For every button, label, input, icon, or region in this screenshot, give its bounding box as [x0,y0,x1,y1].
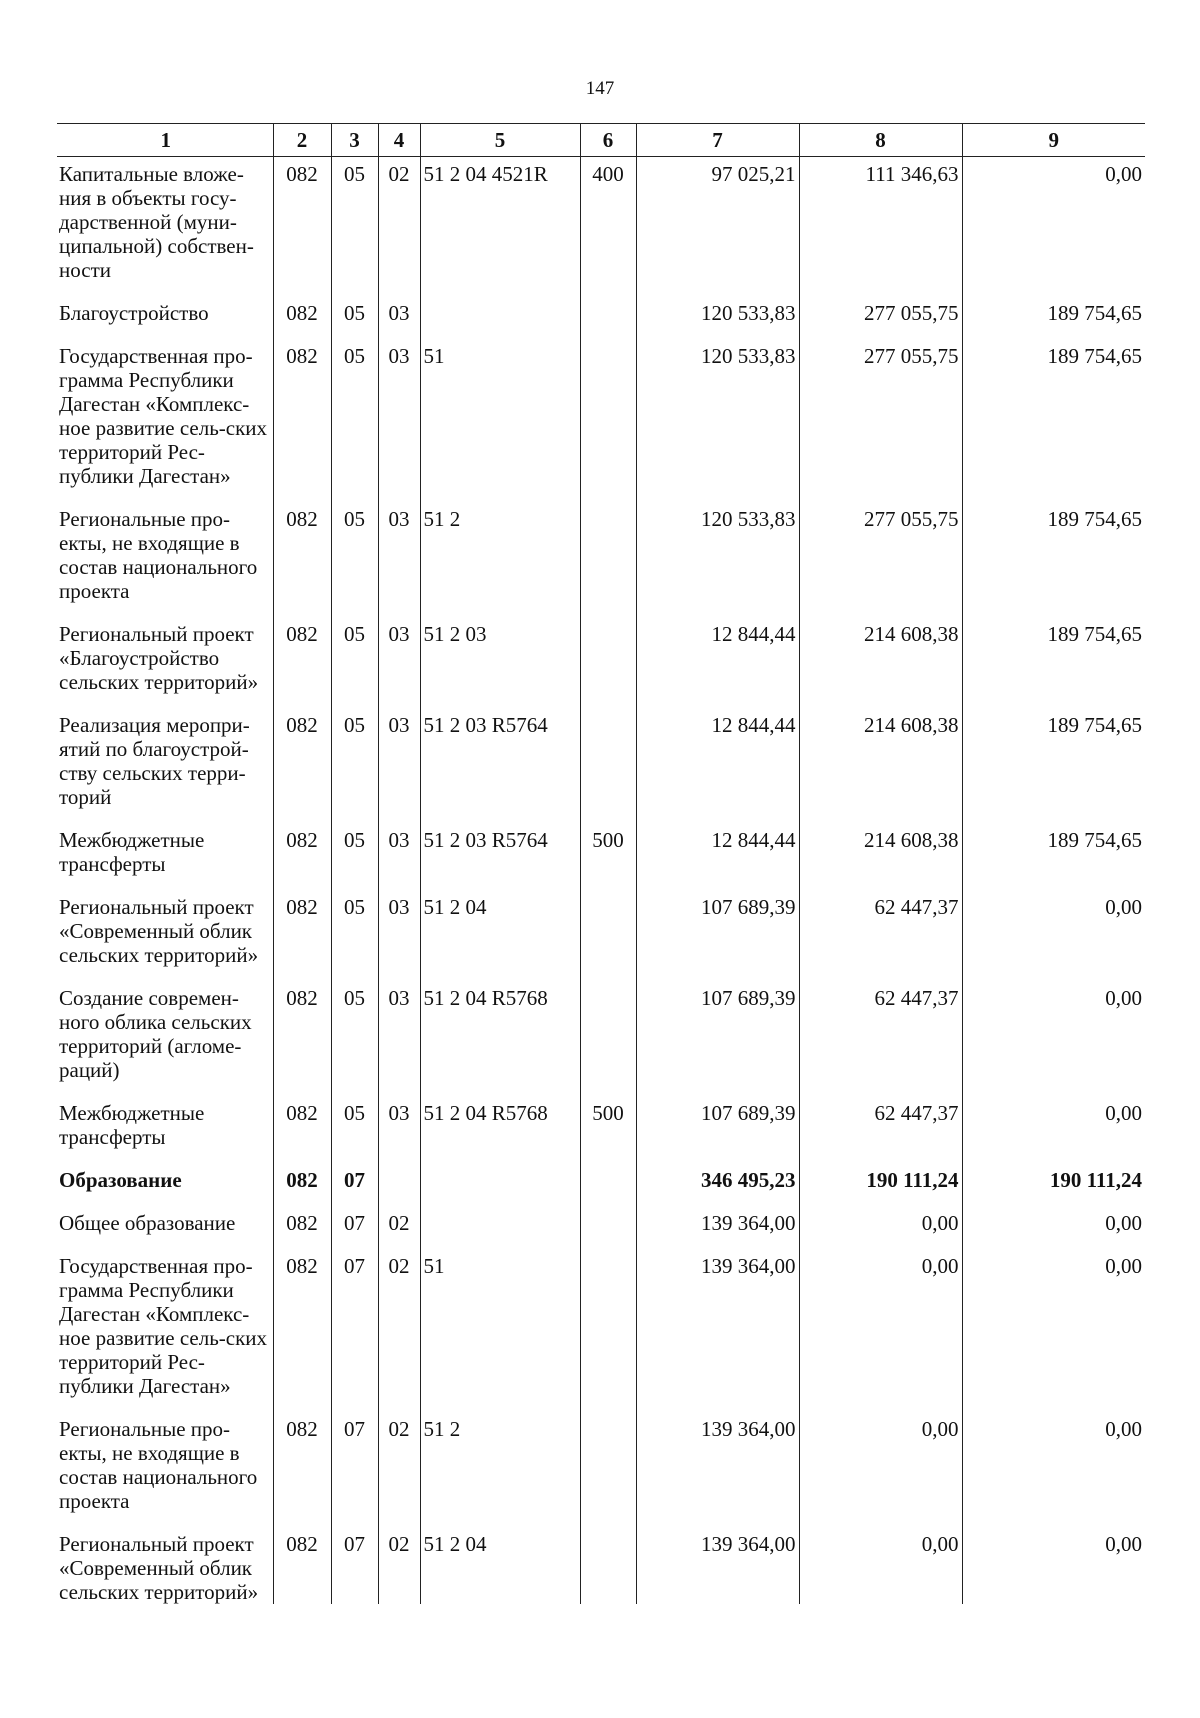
target-article-cell [420,1206,580,1249]
amount-col7-cell: 12 844,44 [636,617,799,708]
amount-col7-cell: 120 533,83 [636,339,799,502]
amount-col8-cell: 214 608,38 [799,823,962,890]
column-header: 5 [420,124,580,157]
amount-col9-cell: 0,00 [962,890,1145,981]
amount-col7-cell: 107 689,39 [636,981,799,1096]
ministry-code-cell: 082 [273,617,331,708]
section-code-cell: 05 [331,502,378,617]
amount-col8-cell: 214 608,38 [799,708,962,823]
ministry-code-cell: 082 [273,339,331,502]
section-code-cell: 05 [331,823,378,890]
target-article-cell [420,296,580,339]
item-name-cell: Благоустройство [57,296,273,339]
column-header: 3 [331,124,378,157]
table-row [57,339,1145,502]
subsection-code-cell: 03 [378,617,420,708]
amount-col7-cell: 107 689,39 [636,890,799,981]
amount-col9-cell: 0,00 [962,1249,1145,1412]
budget-table [57,123,1145,1604]
expense-type-cell: 500 [580,1096,636,1163]
table-body [57,157,1145,1605]
amount-col8-cell: 62 447,37 [799,1096,962,1163]
item-name-cell: Региональный проект «Благоустройство сельских территорий» [57,617,273,708]
target-article-cell: 51 2 [420,1412,580,1527]
amount-col8-cell: 62 447,37 [799,890,962,981]
section-code-cell: 05 [331,157,378,297]
amount-col9-cell: 189 754,65 [962,823,1145,890]
amount-col9-cell: 189 754,65 [962,296,1145,339]
amount-col7-cell: 120 533,83 [636,296,799,339]
amount-col8-cell: 214 608,38 [799,617,962,708]
table-row [57,502,1145,617]
column-header: 1 [57,124,273,157]
section-code-cell: 05 [331,617,378,708]
expense-type-cell [580,296,636,339]
table-row [57,296,1145,339]
ministry-code-cell: 082 [273,1206,331,1249]
table-row [57,890,1145,981]
expense-type-cell: 500 [580,823,636,890]
amount-col8-cell: 277 055,75 [799,296,962,339]
item-name-cell: Государственная про-грамма Республики Дагестан «Комплекс-ное развитие сель-ских территорий Рес-публики Дагестан» [57,1249,273,1412]
subsection-code-cell: 03 [378,708,420,823]
expense-type-cell [580,1412,636,1527]
table-row [57,1206,1145,1249]
section-code-cell: 07 [331,1163,378,1206]
ministry-code-cell: 082 [273,1527,331,1604]
expense-type-cell [580,1527,636,1604]
amount-col7-cell: 12 844,44 [636,708,799,823]
item-name-cell: Реализация меропри-ятий по благоустрой-ству сельских терри-торий [57,708,273,823]
table-row [57,1163,1145,1206]
page-number: 147 [585,78,615,99]
target-article-cell: 51 2 03 R5764 [420,823,580,890]
expense-type-cell [580,890,636,981]
section-code-cell: 05 [331,1096,378,1163]
table-row [57,1249,1145,1412]
amount-col8-cell: 277 055,75 [799,339,962,502]
section-code-cell: 07 [331,1206,378,1249]
target-article-cell: 51 2 [420,502,580,617]
amount-col7-cell: 12 844,44 [636,823,799,890]
item-name-cell: Региональные про-екты, не входящие в состав национального проекта [57,1412,273,1527]
target-article-cell: 51 2 04 R5768 [420,1096,580,1163]
subsection-code-cell: 03 [378,502,420,617]
item-name-cell: Межбюджетные трансферты [57,823,273,890]
subsection-code-cell: 03 [378,296,420,339]
amount-col8-cell: 62 447,37 [799,981,962,1096]
table-row [57,708,1145,823]
item-name-cell: Региональные про-екты, не входящие в состав национального проекта [57,502,273,617]
ministry-code-cell: 082 [273,296,331,339]
amount-col7-cell: 120 533,83 [636,502,799,617]
subsection-code-cell: 02 [378,1527,420,1604]
amount-col8-cell: 0,00 [799,1527,962,1604]
subsection-code-cell [378,1163,420,1206]
amount-col9-cell: 189 754,65 [962,339,1145,502]
expense-type-cell: 400 [580,157,636,297]
column-header: 4 [378,124,420,157]
item-name-cell: Межбюджетные трансферты [57,1096,273,1163]
amount-col9-cell: 0,00 [962,1527,1145,1604]
subsection-code-cell: 03 [378,981,420,1096]
amount-col8-cell: 0,00 [799,1412,962,1527]
expense-type-cell [580,708,636,823]
amount-col9-cell: 189 754,65 [962,617,1145,708]
subsection-code-cell: 02 [378,1249,420,1412]
section-code-cell: 07 [331,1527,378,1604]
table-row [57,1527,1145,1604]
subsection-code-cell: 03 [378,1096,420,1163]
target-article-cell: 51 2 04 4521R [420,157,580,297]
expense-type-cell [580,1249,636,1412]
expense-type-cell [580,1206,636,1249]
subsection-code-cell: 03 [378,823,420,890]
ministry-code-cell: 082 [273,502,331,617]
amount-col7-cell: 346 495,23 [636,1163,799,1206]
amount-col8-cell: 111 346,63 [799,157,962,297]
table-row [57,1412,1145,1527]
amount-col9-cell: 189 754,65 [962,502,1145,617]
amount-col9-cell: 0,00 [962,1096,1145,1163]
subsection-code-cell: 02 [378,1206,420,1249]
column-header: 9 [962,124,1145,157]
amount-col9-cell: 0,00 [962,981,1145,1096]
item-name-cell: Региональный проект «Современный облик сельских территорий» [57,890,273,981]
section-code-cell: 05 [331,339,378,502]
amount-col9-cell: 190 111,24 [962,1163,1145,1206]
ministry-code-cell: 082 [273,1163,331,1206]
section-code-cell: 05 [331,708,378,823]
ministry-code-cell: 082 [273,1412,331,1527]
table-row [57,157,1145,297]
column-header: 7 [636,124,799,157]
amount-col7-cell: 139 364,00 [636,1206,799,1249]
amount-col9-cell: 189 754,65 [962,708,1145,823]
ministry-code-cell: 082 [273,157,331,297]
amount-col8-cell: 0,00 [799,1249,962,1412]
amount-col9-cell: 0,00 [962,1412,1145,1527]
ministry-code-cell: 082 [273,1249,331,1412]
section-code-cell: 05 [331,296,378,339]
amount-col7-cell: 139 364,00 [636,1527,799,1604]
target-article-cell: 51 [420,339,580,502]
target-article-cell: 51 2 04 [420,890,580,981]
item-name-cell: Создание современ-ного облика сельских территорий (агломе-раций) [57,981,273,1096]
table-row [57,823,1145,890]
amount-col8-cell: 0,00 [799,1206,962,1249]
column-header: 2 [273,124,331,157]
expense-type-cell [580,339,636,502]
expense-type-cell [580,981,636,1096]
amount-col7-cell: 139 364,00 [636,1249,799,1412]
ministry-code-cell: 082 [273,981,331,1096]
amount-col9-cell: 0,00 [962,157,1145,297]
item-name-cell: Региональный проект «Современный облик сельских территорий» [57,1527,273,1604]
amount-col9-cell: 0,00 [962,1206,1145,1249]
ministry-code-cell: 082 [273,890,331,981]
column-header: 6 [580,124,636,157]
ministry-code-cell: 082 [273,823,331,890]
target-article-cell: 51 2 03 R5764 [420,708,580,823]
ministry-code-cell: 082 [273,708,331,823]
amount-col8-cell: 190 111,24 [799,1163,962,1206]
item-name-cell: Капитальные вложе-ния в объекты госу-дарственной (муни-ципальной) собствен-ности [57,157,273,297]
column-header: 8 [799,124,962,157]
expense-type-cell [580,1163,636,1206]
target-article-cell: 51 2 03 [420,617,580,708]
amount-col8-cell: 277 055,75 [799,502,962,617]
table-row [57,981,1145,1096]
amount-col7-cell: 139 364,00 [636,1412,799,1527]
target-article-cell: 51 2 04 [420,1527,580,1604]
expense-type-cell [580,502,636,617]
target-article-cell: 51 2 04 R5768 [420,981,580,1096]
subsection-code-cell: 03 [378,890,420,981]
target-article-cell [420,1163,580,1206]
item-name-cell: Государственная про-грамма Республики Дагестан «Комплекс-ное развитие сель-ских территорий Рес-публики Дагестан» [57,339,273,502]
amount-col7-cell: 97 025,21 [636,157,799,297]
expense-type-cell [580,617,636,708]
subsection-code-cell: 03 [378,339,420,502]
item-name-cell: Образование [57,1163,273,1206]
section-code-cell: 07 [331,1412,378,1527]
subsection-code-cell: 02 [378,157,420,297]
section-code-cell: 05 [331,981,378,1096]
subsection-code-cell: 02 [378,1412,420,1527]
table-row [57,617,1145,708]
section-code-cell: 07 [331,1249,378,1412]
amount-col7-cell: 107 689,39 [636,1096,799,1163]
item-name-cell: Общее образование [57,1206,273,1249]
header-row [57,124,1145,157]
section-code-cell: 05 [331,890,378,981]
ministry-code-cell: 082 [273,1096,331,1163]
table-row [57,1096,1145,1163]
target-article-cell: 51 [420,1249,580,1412]
